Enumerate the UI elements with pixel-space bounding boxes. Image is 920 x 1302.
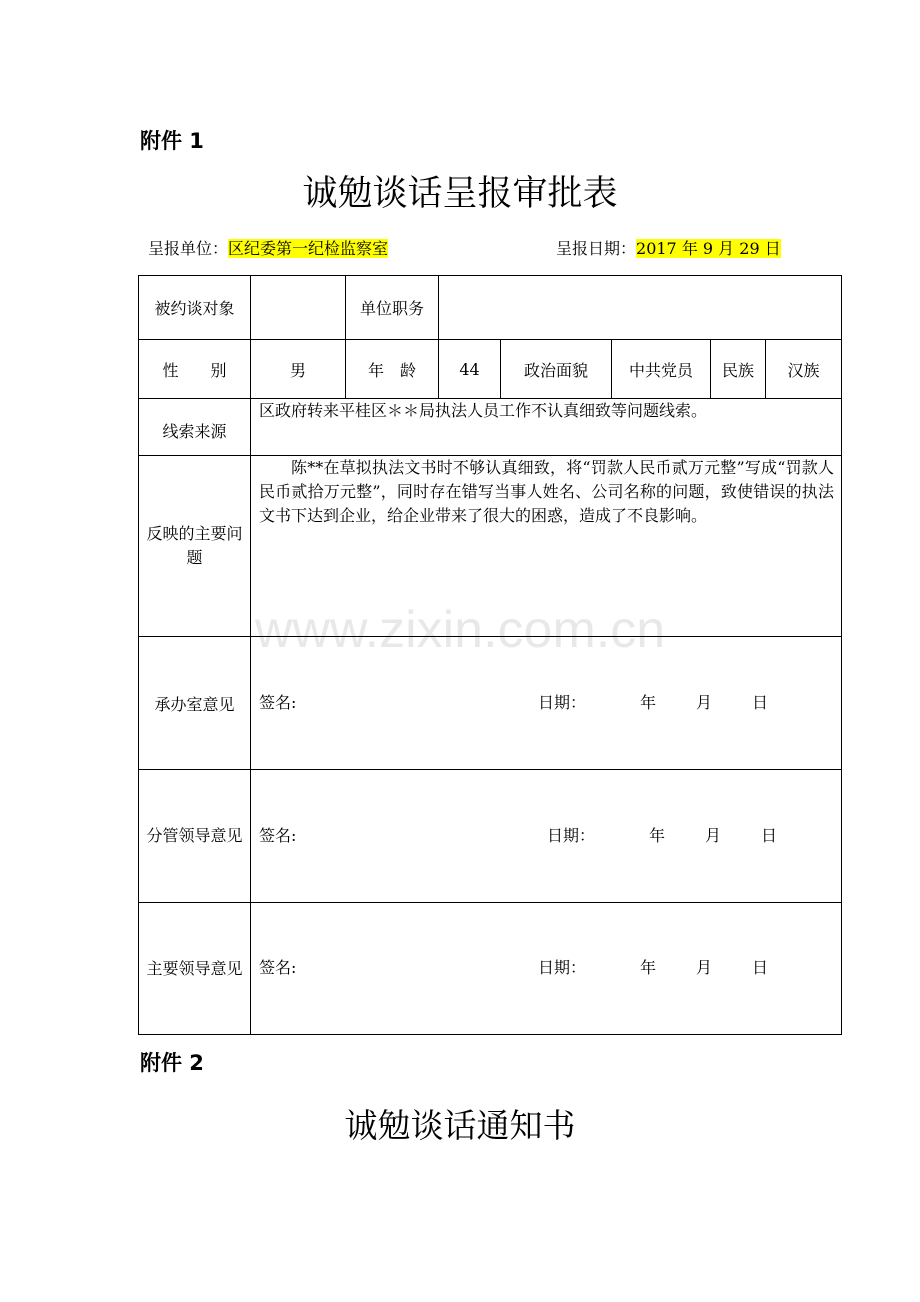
main-leader-month: 月 xyxy=(696,958,713,977)
source-text: 区政府转来平桂区＊＊局执法人员工作不认真细致等问题线索。 xyxy=(259,401,708,420)
leader-opinion-label: 分管领导意见 xyxy=(138,769,251,903)
report-unit-label: 呈报单位： xyxy=(148,239,229,258)
notice-title: 诚勉谈话通知书 xyxy=(344,1106,576,1145)
office-month: 月 xyxy=(696,693,713,712)
watermark: www.zixin.com.cn xyxy=(254,601,666,659)
ethnic-label: 民族 xyxy=(710,339,766,399)
source-label: 线索来源 xyxy=(138,398,251,456)
issue-text: 陈**在草拟执法文书时不够认真细致，将“罚款人民币贰万元整”写成“罚款人民币贰拾万元整”，同时存在错写当事人姓名、公司名称的问题，致使错误的执法文书下达到企业，给企业带来了很大的困惑，造成了不良影响。 xyxy=(259,458,834,525)
office-year: 年 xyxy=(640,693,657,712)
ethnic-value: 汉族 xyxy=(765,339,842,399)
main-leader-sign-label: 签名: xyxy=(259,958,297,977)
leader-day: 日 xyxy=(761,826,778,845)
office-opinion-label: 承办室意见 xyxy=(138,636,251,770)
gender-value: 男 xyxy=(250,339,346,399)
form-title: 诚勉谈话呈报审批表 xyxy=(302,174,618,214)
leader-month: 月 xyxy=(705,826,722,845)
leader-opinion-cell xyxy=(250,769,842,903)
political-value: 中共党员 xyxy=(611,339,711,399)
report-date xyxy=(556,236,781,259)
interviewee-value xyxy=(250,275,346,340)
report-unit xyxy=(148,236,388,259)
office-sign-label: 签名: xyxy=(259,693,297,712)
report-date-value: 2017 年 9 月 29 日 xyxy=(636,239,781,258)
main-leader-year: 年 xyxy=(640,958,657,977)
main-leader-opinion-label: 主要领导意见 xyxy=(138,902,251,1035)
age-value: 44 xyxy=(438,339,501,399)
leader-sign-label: 签名: xyxy=(259,826,297,845)
attachment-2-label: 附件 2 xyxy=(140,1051,204,1075)
report-date-label: 呈报日期： xyxy=(556,239,637,258)
office-day: 日 xyxy=(752,693,769,712)
leader-date-label: 日期： xyxy=(547,826,596,845)
position-value xyxy=(438,275,842,340)
gender-label: 性 别 xyxy=(138,339,251,399)
interviewee-label: 被约谈对象 xyxy=(138,275,251,340)
position-label: 单位职务 xyxy=(345,275,439,340)
political-label: 政治面貌 xyxy=(500,339,612,399)
issue-label: 反映的主要问题 xyxy=(138,455,251,637)
main-leader-day: 日 xyxy=(752,958,769,977)
attachment-1-label: 附件 1 xyxy=(140,129,204,153)
leader-year: 年 xyxy=(649,826,666,845)
report-unit-value: 区纪委第一纪检监察室 xyxy=(228,239,389,258)
age-label: 年 龄 xyxy=(345,339,439,399)
office-date-label: 日期： xyxy=(538,693,587,712)
main-leader-date-label: 日期： xyxy=(538,958,587,977)
